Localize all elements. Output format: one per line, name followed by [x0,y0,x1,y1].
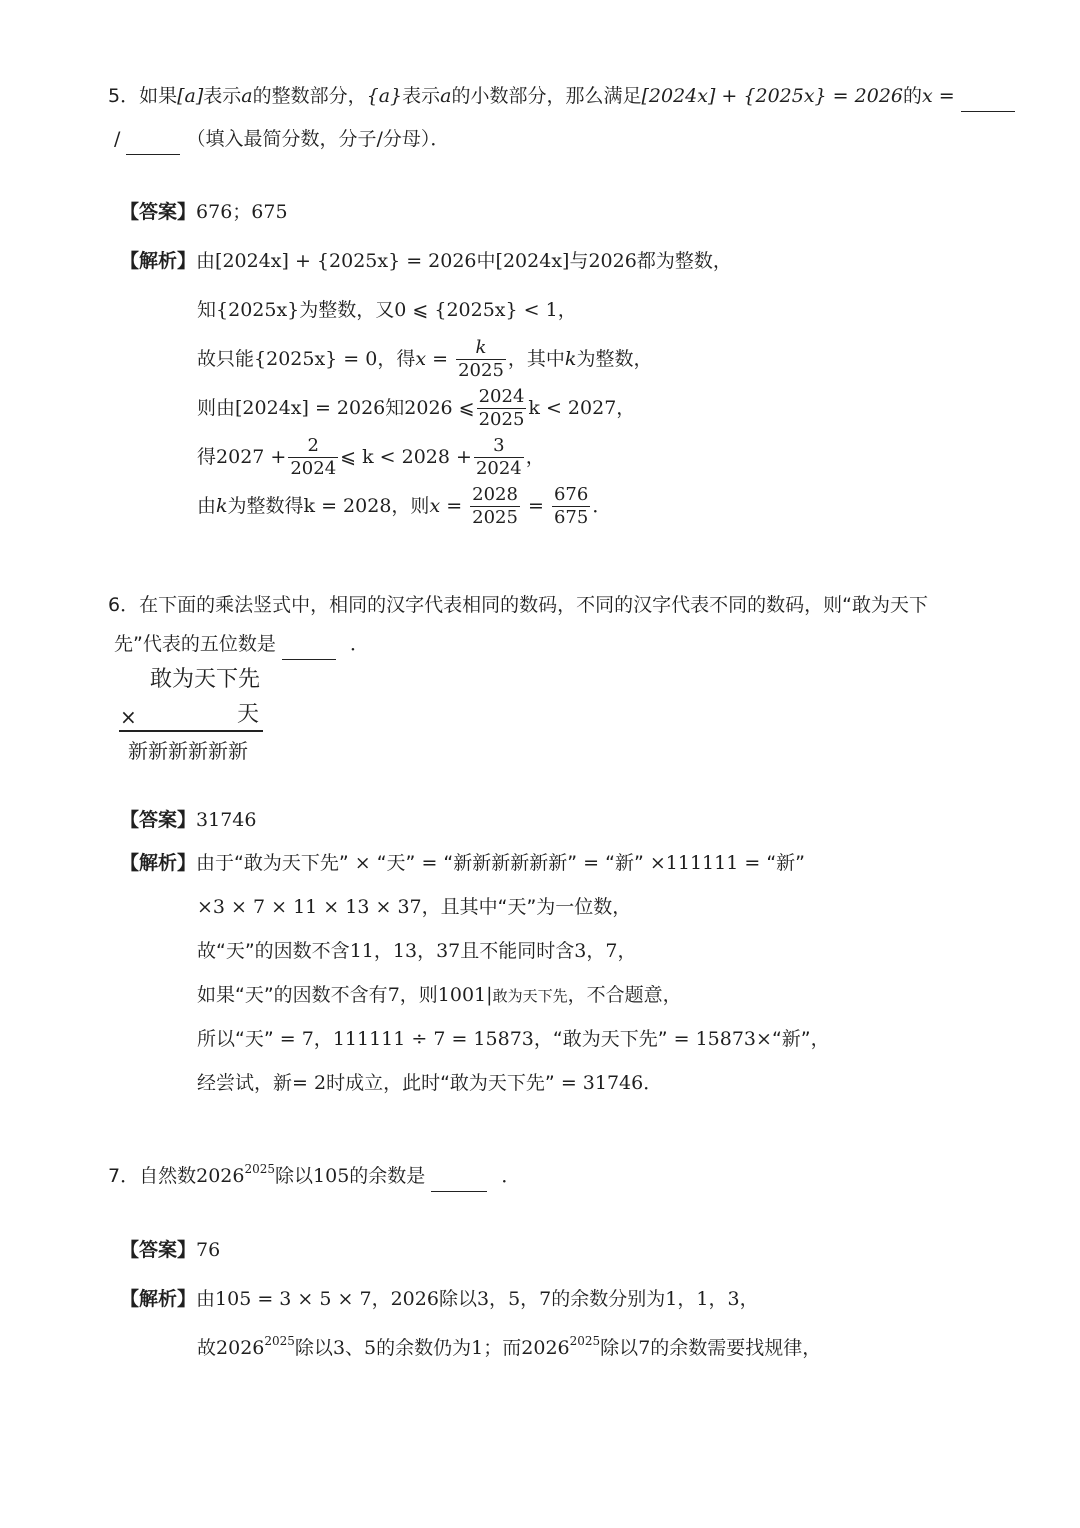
p6-solution-line3: 故“天”的因数不含11，13，37且不能同时含3，7， [197,940,637,962]
p5-number: 5． [108,85,140,107]
fraction: $\frac{676}{675}$ [553,484,589,528]
p6-answer [120,808,256,832]
p7-answer-blank[interactable] [431,1167,487,1192]
p6-number: 6． [108,594,140,616]
answer-value: 31746 [196,809,257,831]
p5-solution-line3: 故只能{2025x} = 0，得x = $\frac{k}{2025}$ ，其中k为整数， [197,337,653,381]
p7-solution-line1: 【解析】由105 = 3 × 5 × 7，2026除以3，5，7的余数分别为1，1，3， [120,1288,759,1310]
p6-question-line2: 先”代表的五位数是 ． [114,632,369,660]
answer-label: 【答案】 [120,1239,197,1261]
p5-solution-line6: 由k为整数得k = 2028，则x = $\frac{2028}{2025}$ = $\frac{676}{675}$ ． [197,484,612,528]
p6-solution-line4: 如果“天”的因数不含有7，则1001|敢为天下先，不合题意， [197,984,682,1006]
answer-label: 【答案】 [120,809,197,831]
answer-value: 676；675 [196,201,288,223]
fraction: $\frac{k}{2025}$ [458,337,504,381]
p5-solution-line5: 得2027 + $\frac{2}{2024}$ ⩽ k < 2028 + $\frac{3}{2024}$ ， [197,435,545,479]
vertical-multiplicand: 敢为天下先 [150,667,261,692]
p7-number: 7． [108,1165,140,1187]
p5-answer-blank-denominator[interactable] [126,130,180,155]
answer-value: 76 [196,1239,221,1261]
p5-solution-line4: 则由[2024x] = 2026知2026 ⩽ $\frac{2024}{2025}$ k < 2027， [197,386,636,430]
vertical-product: 新新新新新新 [128,739,248,763]
p7-answer [120,1238,220,1262]
p5-answer-blank-numerator[interactable] [961,87,1015,112]
vertical-multiplier: 天 [237,702,260,727]
p5-question-line2: / （填入最简分数，分子/分母）． [114,127,449,155]
p6-solution-line5: 所以“天” = 7，111111 ÷ 7 = 15873，“敢为天下先” = 15873×“新”， [197,1028,830,1050]
p7-solution-line2: 故$2026^{2025}$除以3、5的余数仍为1；而$2026^{2025}$除以7的余数需要找规律， [197,1333,822,1359]
fraction: $\frac{3}{2024}$ [475,435,522,479]
p5-solution-line1: 【解析】由[2024x] + {2025x} = 2026中[2024x]与2026都为整数， [120,250,732,272]
p5-solution-line2: 知{2025x}为整数，又0 ⩽ {2025x} < 1， [197,299,577,321]
p6-question-line1: 6．在下面的乘法竖式中，相同的汉字代表相同的数码，不同的汉字代表不同的数码，则“敢为天下 [108,594,928,616]
p5-answer [120,200,288,224]
solution-label: 【解析】 [120,852,197,874]
fraction: $\frac{2028}{2025}$ [472,484,518,528]
solution-label: 【解析】 [120,250,197,272]
fraction: $\frac{2}{2024}$ [290,435,337,479]
p7-question: 7．自然数$2026^{2025}$除以105的余数是 ． [108,1164,520,1192]
p6-solution-line6: 经尝试，新= 2时成立，此时“敢为天下先” = 31746． [197,1072,663,1094]
answer-label: 【答案】 [120,201,197,223]
fraction: $\frac{2024}{2025}$ [478,386,525,430]
solution-label: 【解析】 [120,1288,197,1310]
vertical-times-sign: × [120,705,137,729]
p6-solution-line2: ×3 × 7 × 11 × 13 × 37，且其中“天”为一位数， [197,896,632,918]
p6-solution-line1: 【解析】由于“敢为天下先” × “天” = “新新新新新新” = “新” ×111111 = “新” [120,852,806,874]
p5-question-line1: 5．如果[a]表示a的整数部分，{a}表示a的小数部分，那么满足[2024x] + {2025x} = 2026的x = [108,84,1015,112]
p6-answer-blank[interactable] [282,635,336,660]
vertical-rule [119,730,263,732]
